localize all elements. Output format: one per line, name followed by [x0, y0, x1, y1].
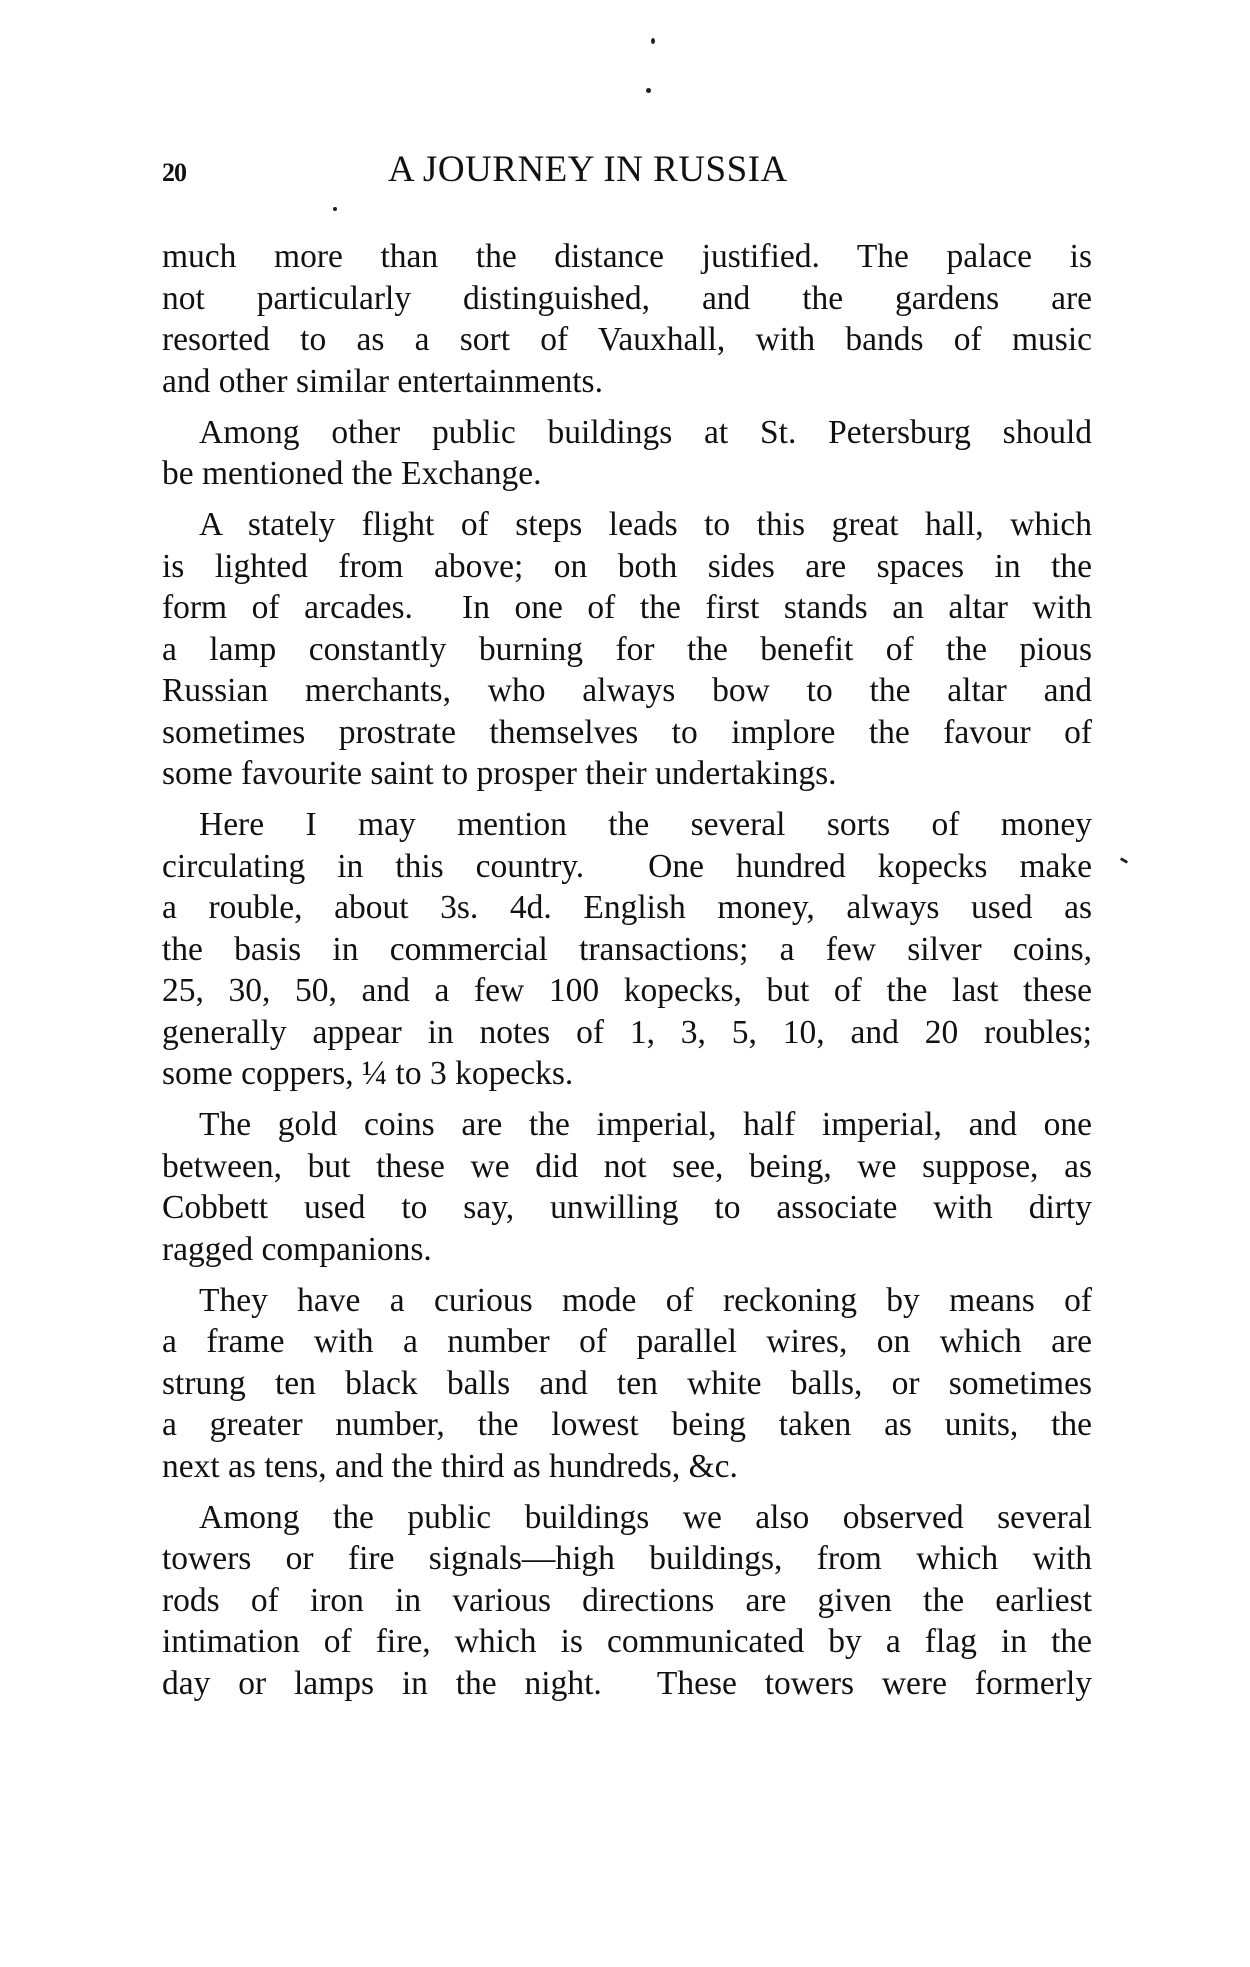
- text-line: ragged companions.: [162, 1230, 432, 1268]
- text-line: generally appear in notes of 1, 3, 5, 10, and 20 roubles;: [162, 1013, 1092, 1051]
- text-line: They have a curious mode of reckoning by means of: [199, 1281, 1092, 1319]
- running-title: A JOURNEY IN RUSSIA: [388, 149, 788, 190]
- paragraph-fire-towers: [162, 1497, 1092, 1705]
- text-line: sometimes prostrate themselves to implore the favour of: [162, 713, 1092, 751]
- text-line: not particularly distinguished, and the gardens are: [162, 279, 1092, 317]
- text-line: 25, 30, 50, and a few 100 kopecks, but of the last these: [162, 972, 1092, 1009]
- text-line: is lighted from above; on both sides are spaces in the: [162, 547, 1092, 585]
- paragraph-gold-coins: [162, 1104, 1092, 1270]
- page-number: 20: [162, 158, 186, 187]
- paragraph-reckoning: [162, 1280, 1092, 1488]
- text-line: Cobbett used to say, unwilling to associate with dirty: [162, 1189, 1092, 1226]
- text-line: intimation of fire, which is communicated by a flag in the: [162, 1623, 1092, 1660]
- text-line: A stately flight of steps leads to this great hall, which: [199, 506, 1092, 543]
- text-line: strung ten black balls and ten white balls, or sometimes: [162, 1364, 1092, 1402]
- text-line: Russian merchants, who always bow to the altar and: [162, 672, 1092, 709]
- text-line: circulating in this country. One hundred kopecks make: [162, 847, 1092, 885]
- paragraph-continued: [162, 236, 1092, 402]
- text-line: a rouble, about 3s. 4d. English money, always used as: [162, 889, 1092, 926]
- text-line: a lamp constantly burning for the benefit of the pious: [162, 630, 1092, 668]
- running-head: [162, 148, 1092, 192]
- text-line: form of arcades. In one of the first stands an altar with: [162, 589, 1092, 626]
- print-speck: [646, 88, 651, 93]
- text-line: Among the public buildings we also observed several: [199, 1498, 1092, 1536]
- text-line: next as tens, and the third as hundreds, &c.: [162, 1447, 738, 1485]
- text-line: much more than the distance justified. The palace is: [162, 238, 1092, 275]
- text-line: Among other public buildings at St. Petersburg should: [199, 413, 1092, 451]
- print-speck: [651, 38, 655, 44]
- paragraph-money: [162, 804, 1092, 1095]
- print-speck: [1120, 857, 1128, 864]
- text-line: be mentioned the Exchange.: [162, 455, 542, 492]
- text-line: the basis in commercial transactions; a few silver coins,: [162, 930, 1092, 968]
- text-line: The gold coins are the imperial, half imperial, and one: [199, 1106, 1092, 1143]
- text-line: between, but these we did not see, being, we suppose, as: [162, 1147, 1092, 1185]
- paragraph-exchange: [162, 412, 1092, 495]
- text-line: rods of iron in various directions are given the earliest: [162, 1581, 1092, 1619]
- text-line: some favourite saint to prosper their undertakings.: [162, 755, 837, 792]
- paragraph-stately-flight: [162, 504, 1092, 795]
- text-line: day or lamps in the night. These towers were formerly: [162, 1664, 1092, 1702]
- print-speck: [333, 207, 337, 211]
- text-line: and other similar entertainments.: [162, 362, 603, 400]
- text-line: a frame with a number of parallel wires, on which are: [162, 1323, 1092, 1360]
- text-line: some coppers, ¼ to 3 kopecks.: [162, 1055, 574, 1092]
- text-line: a greater number, the lowest being taken as units, the: [162, 1406, 1092, 1443]
- body-text: [162, 236, 1092, 1704]
- text-line: Here I may mention the several sorts of money: [199, 806, 1092, 843]
- text-line: towers or fire signals—high buildings, from which with: [162, 1540, 1092, 1577]
- text-line: resorted to as a sort of Vauxhall, with bands of music: [162, 321, 1092, 358]
